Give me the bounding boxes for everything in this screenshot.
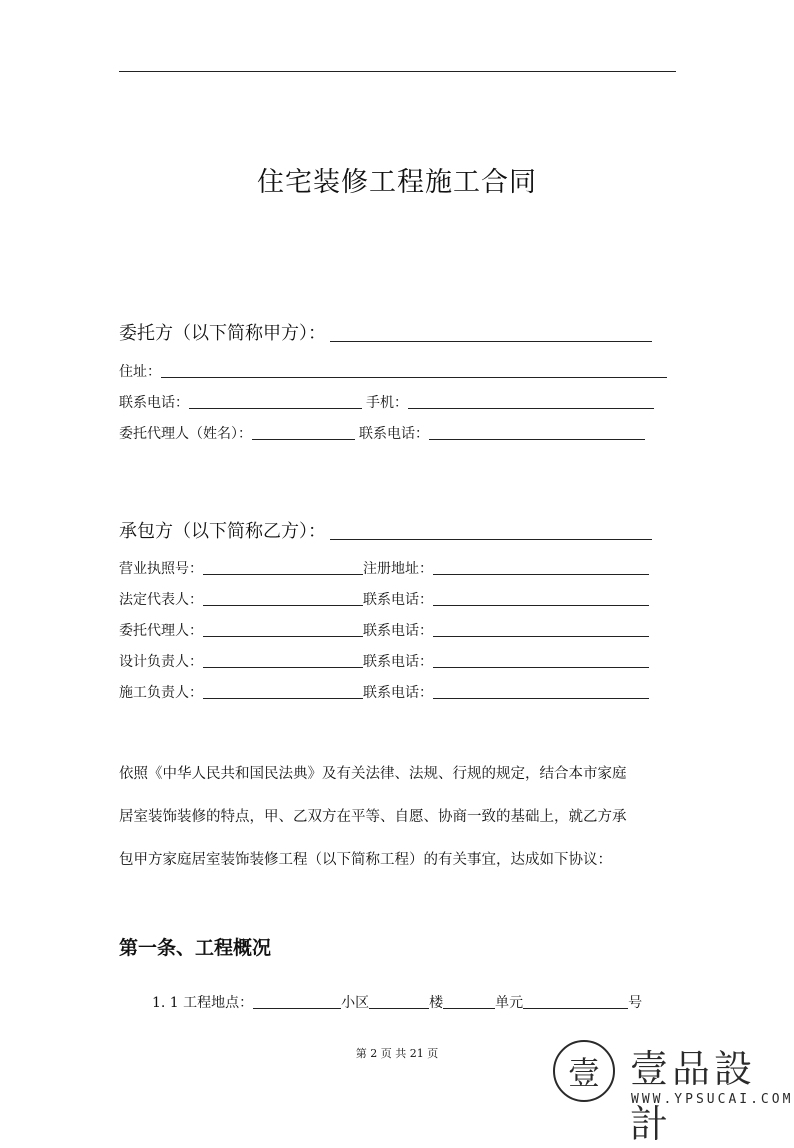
address-field[interactable] (161, 376, 667, 378)
mobile-field[interactable] (408, 407, 654, 409)
design-lead-phone-label: 联系电话： (363, 654, 433, 670)
phone-field[interactable] (189, 407, 362, 409)
license-label: 营业执照号： (119, 561, 203, 577)
design-lead-row (119, 655, 649, 669)
party-b-row (119, 523, 652, 541)
reg-address-label: 注册地址： (363, 561, 433, 577)
unit-field[interactable] (523, 1007, 628, 1009)
legal-rep-label: 法定代表人： (119, 592, 203, 608)
legal-rep-phone-label: 联系电话： (363, 592, 433, 608)
unit-label: 单元 (495, 995, 524, 1011)
construction-lead-field[interactable] (203, 697, 363, 699)
license-row (119, 562, 649, 576)
design-lead-field[interactable] (203, 666, 363, 668)
district-field[interactable] (369, 1007, 429, 1009)
construction-lead-row (119, 686, 649, 700)
building-label: 楼 (429, 995, 444, 1011)
party-b-heading: 承包方（以下简称乙方）： (119, 521, 326, 542)
building-field[interactable] (443, 1007, 495, 1009)
agent-phone-label: 联系电话： (359, 426, 429, 442)
brand-logo-icon (553, 1040, 615, 1102)
license-field[interactable] (203, 573, 363, 575)
number-label: 号 (628, 995, 643, 1011)
design-lead-label: 设计负责人： (119, 654, 203, 670)
party-a-heading: 委托方（以下简称甲方）： (119, 323, 326, 344)
header-rule (119, 71, 676, 72)
party-a-agent-row (119, 427, 645, 441)
phone-label: 联系电话： (119, 395, 189, 411)
reg-address-field[interactable] (433, 573, 649, 575)
construction-lead-label: 施工负责人： (119, 685, 203, 701)
b-agent-label: 委托代理人： (119, 623, 203, 639)
brand-name: 壹品設計 (630, 1047, 757, 1146)
b-agent-phone-field[interactable] (433, 635, 649, 637)
legal-rep-phone-field[interactable] (433, 604, 649, 606)
district-label: 小区 (341, 995, 370, 1011)
site-prefix: 1. 1 工程地点： (152, 995, 254, 1011)
preamble-line-1: 依照《中华人民共和国民法典》及有关法律、法规、行规的规定，结合本市家庭 (119, 766, 627, 782)
legal-rep-row (119, 593, 649, 607)
document-title: 住宅装修工程施工合同 (257, 167, 537, 198)
agent-label: 委托代理人（姓名）： (119, 426, 252, 442)
site-field[interactable] (253, 1007, 341, 1009)
preamble-line-3: 包甲方家庭居室装饰装修工程（以下简称工程）的有关事宜，达成如下协议： (119, 852, 612, 868)
construction-lead-phone-label: 联系电话： (363, 685, 433, 701)
party-a-address-row (119, 365, 667, 379)
b-agent-row (119, 624, 649, 638)
preamble-line-2: 居室装饰装修的特点，甲、乙双方在平等、自愿、协商一致的基础上，就乙方承 (119, 809, 627, 825)
legal-rep-field[interactable] (203, 604, 363, 606)
design-lead-phone-field[interactable] (433, 666, 649, 668)
article-1-heading: 第一条、工程概况 (119, 937, 272, 959)
site-location-row (152, 996, 642, 1010)
agent-phone-field[interactable] (429, 438, 645, 440)
construction-lead-phone-field[interactable] (433, 697, 649, 699)
page-number: 第 2 页 共 21 页 (355, 1047, 439, 1060)
party-b-name-field[interactable] (330, 538, 652, 540)
b-agent-phone-label: 联系电话： (363, 623, 433, 639)
agent-name-field[interactable] (252, 438, 355, 440)
address-label: 住址： (119, 364, 161, 380)
party-a-contact-row (119, 396, 654, 410)
b-agent-field[interactable] (203, 635, 363, 637)
mobile-label: 手机： (366, 395, 408, 411)
brand-url: WWW.YPSUCAI.COM (631, 1092, 794, 1107)
party-a-row (119, 325, 652, 343)
logo-glyph: 壹 (567, 1054, 600, 1092)
party-a-name-field[interactable] (330, 340, 652, 342)
